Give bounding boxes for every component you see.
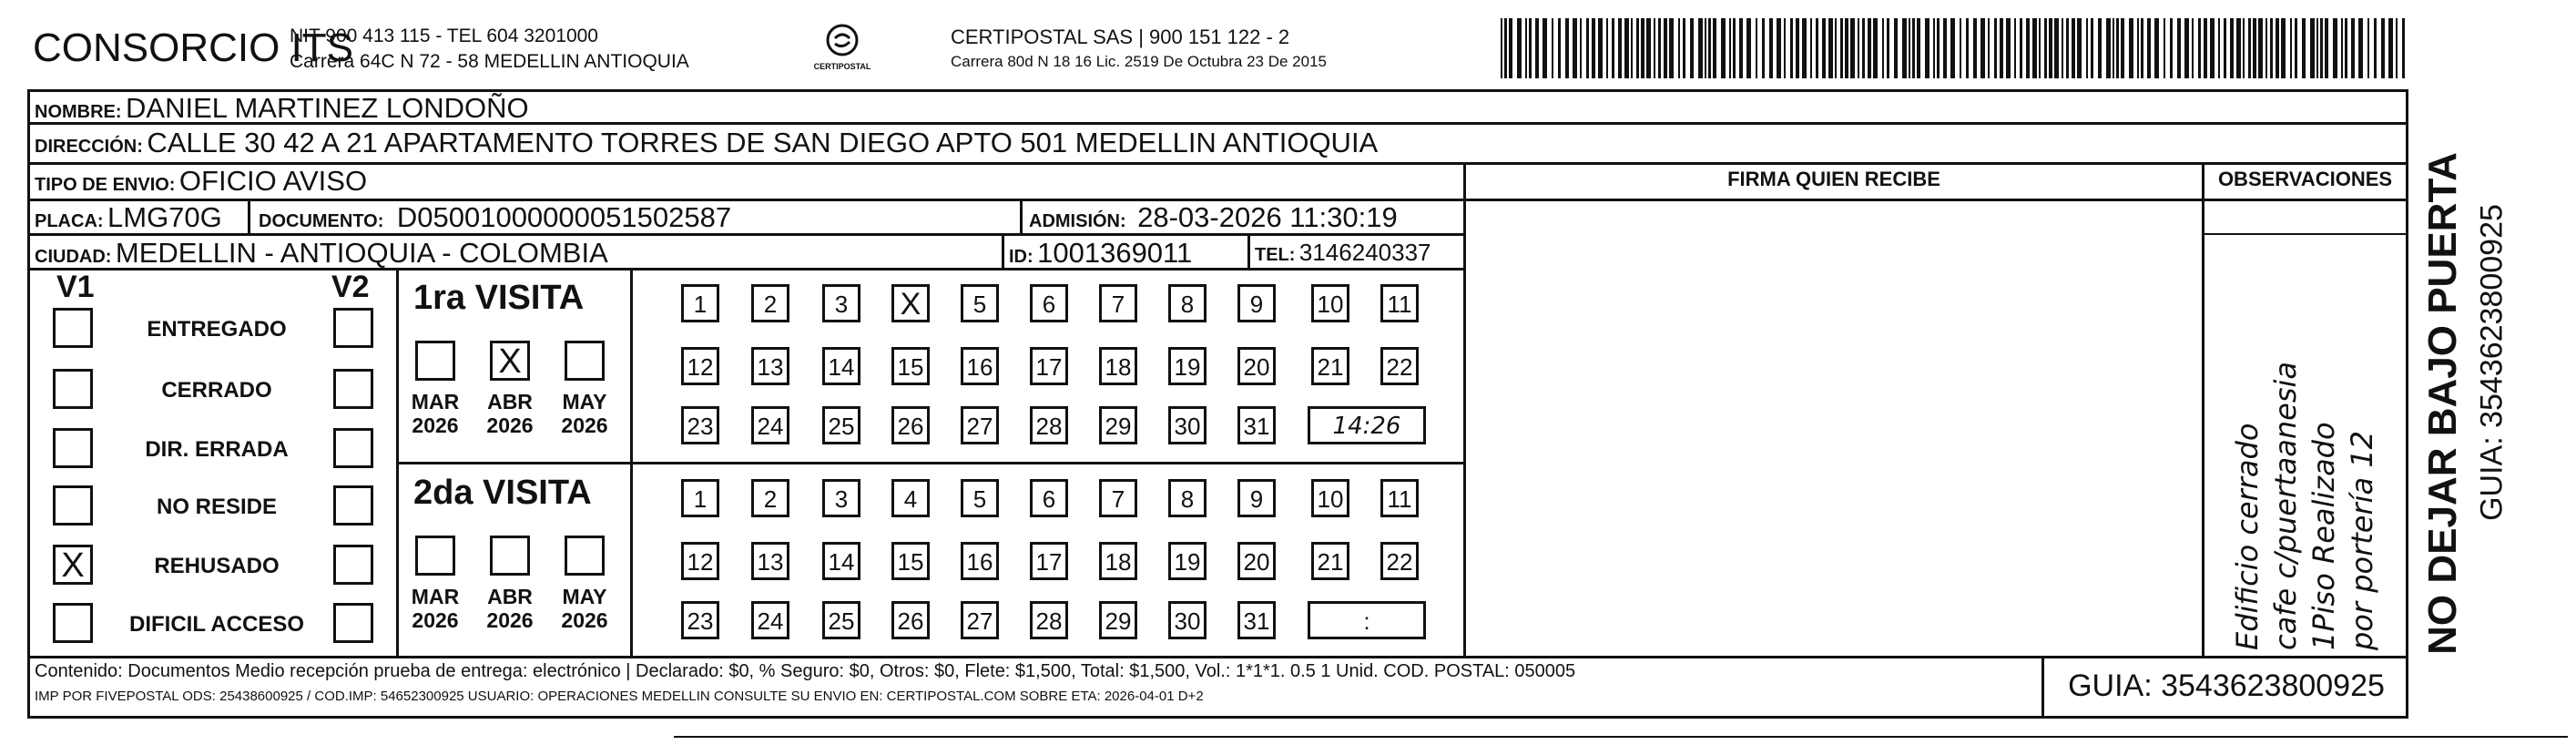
day-box[interactable]: 26 [891,601,930,639]
plate-value: LMG70G [107,201,222,233]
v1-checkbox[interactable] [53,603,93,643]
month-checkbox[interactable] [415,536,455,576]
logo-caption: CERTIPOSTAL [813,62,871,71]
day-box[interactable]: 24 [751,406,789,444]
address-row [35,127,1378,159]
carrier-address: Carrera 80d N 18 16 Lic. 2519 De Octubra 23 De 2015 [951,53,1327,70]
time-box[interactable]: : [1308,601,1426,639]
id-row [1009,237,1192,270]
month-label [408,585,463,632]
day-box[interactable]: 28 [1030,406,1068,444]
day-box[interactable]: 17 [1030,347,1068,385]
day-box[interactable]: 3 [822,284,860,322]
day-box[interactable]: 15 [891,347,930,385]
day-box[interactable]: 15 [891,542,930,580]
month-year: 2026 [486,413,534,437]
day-box[interactable]: 9 [1237,479,1276,517]
footer-guia: GUIA: 3543623800925 [2068,668,2385,703]
day-box[interactable]: 14 [822,347,860,385]
shipment-type: OFICIO AVISO [178,165,368,197]
day-box[interactable]: 25 [822,406,860,444]
observation-line: Edificio cerrado [2230,423,2265,650]
imp-line: IMP POR FIVEPOSTAL ODS: 25438600925 / COD.IMP: 54652300925 USUARIO: OPERACIONES MEDELLIN CONSULTE SU ENVIO EN: CERTIPOSTAL.COM SOBRE ETA: 2026-04-01 D+2 [35,689,1204,704]
name-label: NOMBRE: [35,102,122,122]
month-name: MAY [562,390,607,413]
month-checkbox[interactable] [565,341,605,381]
month-year: 2026 [561,608,608,632]
type-label: TIPO DE ENVIO: [35,175,176,195]
status-option-label: NO RESIDE [156,495,278,519]
day-box[interactable]: 29 [1099,406,1137,444]
month-name: MAY [562,585,607,608]
v1-checkbox[interactable] [53,369,93,409]
month-name: ABR [487,585,533,608]
admission-value: 28-03-2026 11:30:19 [1137,201,1398,233]
document-value: D05001000000051502587 [396,201,732,233]
city-label: CIUDAD: [35,247,112,267]
side-guia-panel [2469,89,2515,718]
day-box[interactable]: 23 [681,601,719,639]
month-checkbox[interactable] [490,341,530,381]
month-label [557,585,612,632]
day-box[interactable]: 23 [681,406,719,444]
side-warning-panel [2411,89,2475,718]
city-value: MEDELLIN - ANTIOQUIA - COLOMBIA [115,237,608,269]
day-box[interactable]: 4 [891,479,930,517]
day-box[interactable]: 22 [1380,347,1419,385]
v1-checkbox[interactable] [53,545,93,585]
observations-header: OBSERVACIONES [2217,168,2393,190]
day-box[interactable]: 31 [1237,406,1276,444]
plate-label: PLACA: [35,211,104,231]
carrier-name: CERTIPOSTAL SAS | 900 151 122 - 2 [951,26,1290,48]
day-box[interactable]: 2 [751,479,789,517]
month-year: 2026 [486,608,534,632]
day-box[interactable]: 11 [1380,479,1419,517]
day-box[interactable]: 20 [1237,542,1276,580]
month-year: 2026 [561,413,608,437]
day-box[interactable]: 14 [822,542,860,580]
day-box[interactable]: 3 [822,479,860,517]
x-mark: X [61,546,85,585]
day-box[interactable]: 30 [1168,601,1207,639]
day-box[interactable]: 19 [1168,347,1207,385]
v2-header: V2 [331,270,370,304]
visit-title: 2da VISITA [413,474,592,512]
id-value: 1001369011 [1037,237,1193,269]
document-label: DOCUMENTO: [259,211,384,231]
status-option-label: DIR. ERRADA [145,437,289,462]
v2-checkbox[interactable] [333,308,373,348]
document-row [259,201,731,234]
status-option-label: REHUSADO [154,554,280,578]
side-guia: GUIA: 3543623800925 [2474,204,2510,521]
visit-title: 1ra VISITA [413,279,585,317]
recipient-address: CALLE 30 42 A 21 APARTAMENTO TORRES DE SAN DIEGO APTO 501 MEDELLIN ANTIOQUIA [147,127,1379,158]
day-box[interactable]: X [891,284,930,322]
type-row [35,165,367,198]
day-box[interactable]: 1 [681,479,719,517]
observation-line: 1Piso Realizado [2306,422,2341,650]
day-box[interactable]: 13 [751,542,789,580]
certipostal-logo [810,20,874,84]
day-box[interactable]: 17 [1030,542,1068,580]
day-box[interactable]: 13 [751,347,789,385]
day-box[interactable]: 30 [1168,406,1207,444]
tel-label: TEL: [1255,245,1296,265]
content-line: Contenido: Documentos Medio recepción prueba de entrega: electrónico | Declarado: $0, % Seguro: $0, Otros: $0, Flete: $1,500, Total: $1,500, Vol.: 1*1*1. 0.5 1 Unid. COD. POSTAL: 050005 [35,661,1576,681]
day-box[interactable]: 21 [1311,542,1349,580]
observation-line: cafe c/puertaanesia [2268,361,2303,650]
status-option-label: DIFICIL ACCESO [128,612,304,637]
day-box[interactable]: 6 [1030,284,1068,322]
recipient-name: DANIEL MARTINEZ LONDOÑO [126,92,529,124]
v2-checkbox[interactable] [333,485,373,526]
day-box[interactable]: 8 [1168,479,1207,517]
day-box[interactable]: 18 [1099,347,1137,385]
id-label: ID: [1009,247,1033,267]
day-box[interactable]: 28 [1030,601,1068,639]
v1-checkbox[interactable] [53,485,93,526]
day-box[interactable]: 10 [1311,479,1349,517]
v1-header: V1 [56,270,95,304]
day-box[interactable]: 18 [1099,542,1137,580]
day-box[interactable]: 7 [1099,284,1137,322]
v2-checkbox[interactable] [333,545,373,585]
day-box[interactable]: 31 [1237,601,1276,639]
month-year: 2026 [412,413,459,437]
plate-row [35,201,222,234]
v1-checkbox[interactable] [53,308,93,348]
day-box[interactable]: 21 [1311,347,1349,385]
day-box[interactable]: 6 [1030,479,1068,517]
company-address: Carrera 64C N 72 - 58 MEDELLIN ANTIOQUIA [290,51,689,72]
v2-checkbox[interactable] [333,428,373,468]
day-box[interactable]: 2 [751,284,789,322]
x-mark: X [498,342,522,381]
day-box[interactable]: 27 [961,406,999,444]
status-option-label: ENTREGADO [147,317,287,342]
day-box[interactable]: 20 [1237,347,1276,385]
month-label [483,585,537,632]
day-box[interactable]: 7 [1099,479,1137,517]
month-name: ABR [487,390,533,413]
month-checkbox[interactable] [490,536,530,576]
company-nit: NIT 900 413 115 - TEL 604 3201000 [290,26,598,46]
signature-header: FIRMA QUIEN RECIBE [1727,168,1940,190]
name-row [35,92,529,125]
v2-checkbox[interactable] [333,369,373,409]
day-box[interactable]: 11 [1380,284,1419,322]
day-box[interactable]: 5 [961,284,999,322]
month-name: MAR [411,585,460,608]
v1-checkbox[interactable] [53,428,93,468]
month-name: MAR [411,390,460,413]
day-box[interactable]: 27 [961,601,999,639]
barcode [1501,18,2411,82]
month-label [408,390,463,437]
company-name: CONSORCIO ITS [33,26,354,70]
admission-row [1029,201,1398,234]
month-checkbox[interactable] [565,536,605,576]
day-box[interactable]: 29 [1099,601,1137,639]
day-box[interactable]: 16 [961,542,999,580]
city-row [35,237,608,270]
month-label [483,390,537,437]
day-box[interactable]: 1 [681,284,719,322]
month-checkbox[interactable] [415,341,455,381]
tel-row [1255,239,1431,267]
observations-area[interactable] [2204,237,2406,654]
day-box[interactable]: 16 [961,347,999,385]
day-box[interactable]: 22 [1380,542,1419,580]
day-box[interactable]: 12 [681,542,719,580]
signature-area[interactable] [1468,237,2200,654]
day-box[interactable]: 12 [681,347,719,385]
day-box[interactable]: 25 [822,601,860,639]
day-box[interactable]: 10 [1311,284,1349,322]
day-box[interactable]: 19 [1168,542,1207,580]
day-box[interactable]: 8 [1168,284,1207,322]
day-box[interactable]: 9 [1237,284,1276,322]
month-label [557,390,612,437]
day-box[interactable]: 26 [891,406,930,444]
month-year: 2026 [412,608,459,632]
day-box[interactable]: 24 [751,601,789,639]
observation-line: por portería 12 [2345,430,2379,650]
v2-checkbox[interactable] [333,603,373,643]
address-label: DIRECCIÓN: [35,137,143,157]
admission-label: ADMISIÓN: [1029,211,1126,231]
tel-value: 3146240337 [1298,239,1431,266]
status-option-label: CERRADO [161,378,272,403]
day-box[interactable]: 5 [961,479,999,517]
time-box[interactable]: 14:26 [1308,406,1426,444]
no-dejar-warning: NO DEJAR BAJO PUERTA [2420,152,2465,655]
